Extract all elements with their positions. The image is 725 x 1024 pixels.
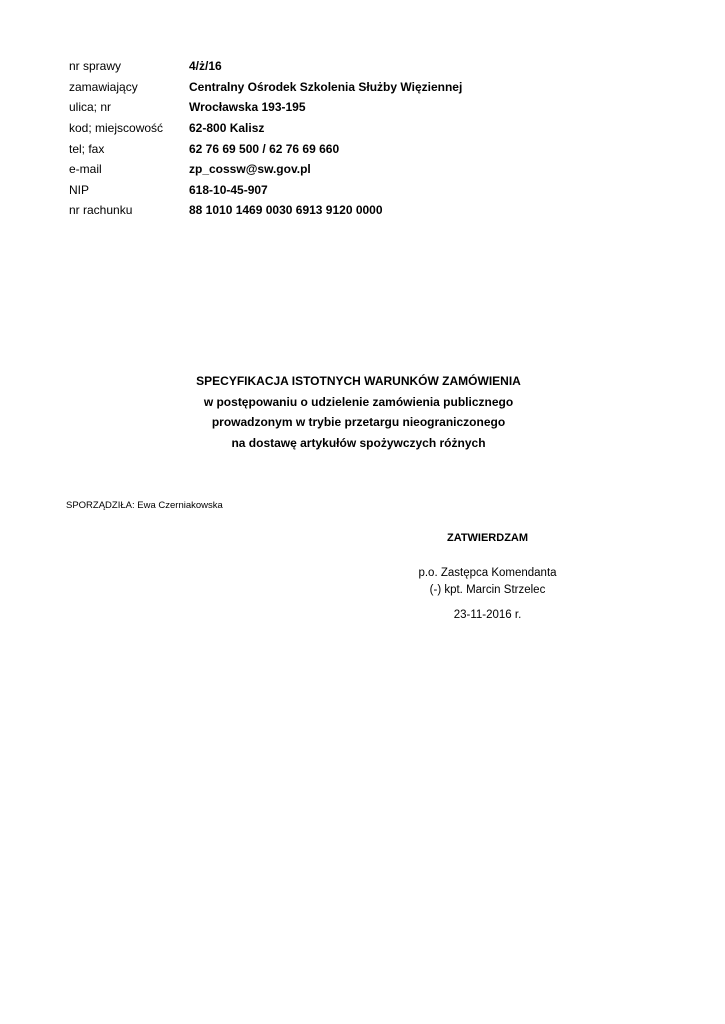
info-value: Wrocławska 193-195 — [189, 100, 306, 115]
case-info-table — [69, 56, 462, 221]
info-value: zp_cossw@sw.gov.pl — [189, 162, 311, 177]
info-row-bank-account — [69, 200, 462, 221]
info-label: NIP — [69, 182, 90, 197]
info-label: nr sprawy — [69, 59, 122, 74]
info-row-email — [69, 159, 462, 180]
document-title — [0, 371, 725, 453]
title-line: w postępowaniu o udzielenie zamówienia publicznego — [203, 394, 514, 409]
info-value: Centralny Ośrodek Szkolenia Służby Więziennej — [189, 79, 463, 94]
title-line: SPECYFIKACJA ISTOTNYCH WARUNKÓW ZAMÓWIENIA — [196, 374, 521, 388]
info-value: 62 76 69 500 / 62 76 69 660 — [189, 141, 340, 156]
prepared-by: SPORZĄDZIŁA: Ewa Czerniakowska — [66, 500, 223, 511]
info-value: 88 1010 1469 0030 6913 9120 0000 — [189, 203, 383, 218]
info-row-nip — [69, 180, 462, 201]
info-row-street — [69, 97, 462, 118]
info-label: ulica; nr — [69, 100, 112, 115]
info-label: kod; miejscowość — [69, 121, 164, 136]
info-label: zamawiający — [69, 79, 138, 94]
info-value: 4/ż/16 — [189, 59, 222, 74]
info-label: nr rachunku — [69, 203, 133, 218]
info-label: tel; fax — [69, 141, 105, 156]
info-label: e-mail — [69, 162, 102, 177]
title-line: prowadzonym w trybie przetargu nieograniczonego — [211, 415, 506, 429]
info-row-case-number — [69, 56, 462, 77]
info-value: 618-10-45-907 — [189, 182, 268, 197]
info-row-phone-fax — [69, 138, 462, 159]
info-row-ordering-party — [69, 77, 462, 98]
title-line: na dostawę artykułów spożywczych różnych — [231, 435, 486, 450]
approval-title: ZATWIERDZAM — [446, 532, 529, 544]
approval-date: 23-11-2016 r. — [453, 609, 522, 621]
info-row-postal-code — [69, 118, 462, 139]
approval-name: (-) kpt. Marcin Strzelec — [429, 584, 546, 596]
info-value: 62-800 Kalisz — [189, 121, 265, 136]
approval-role: p.o. Zastępca Komendanta — [418, 567, 557, 579]
